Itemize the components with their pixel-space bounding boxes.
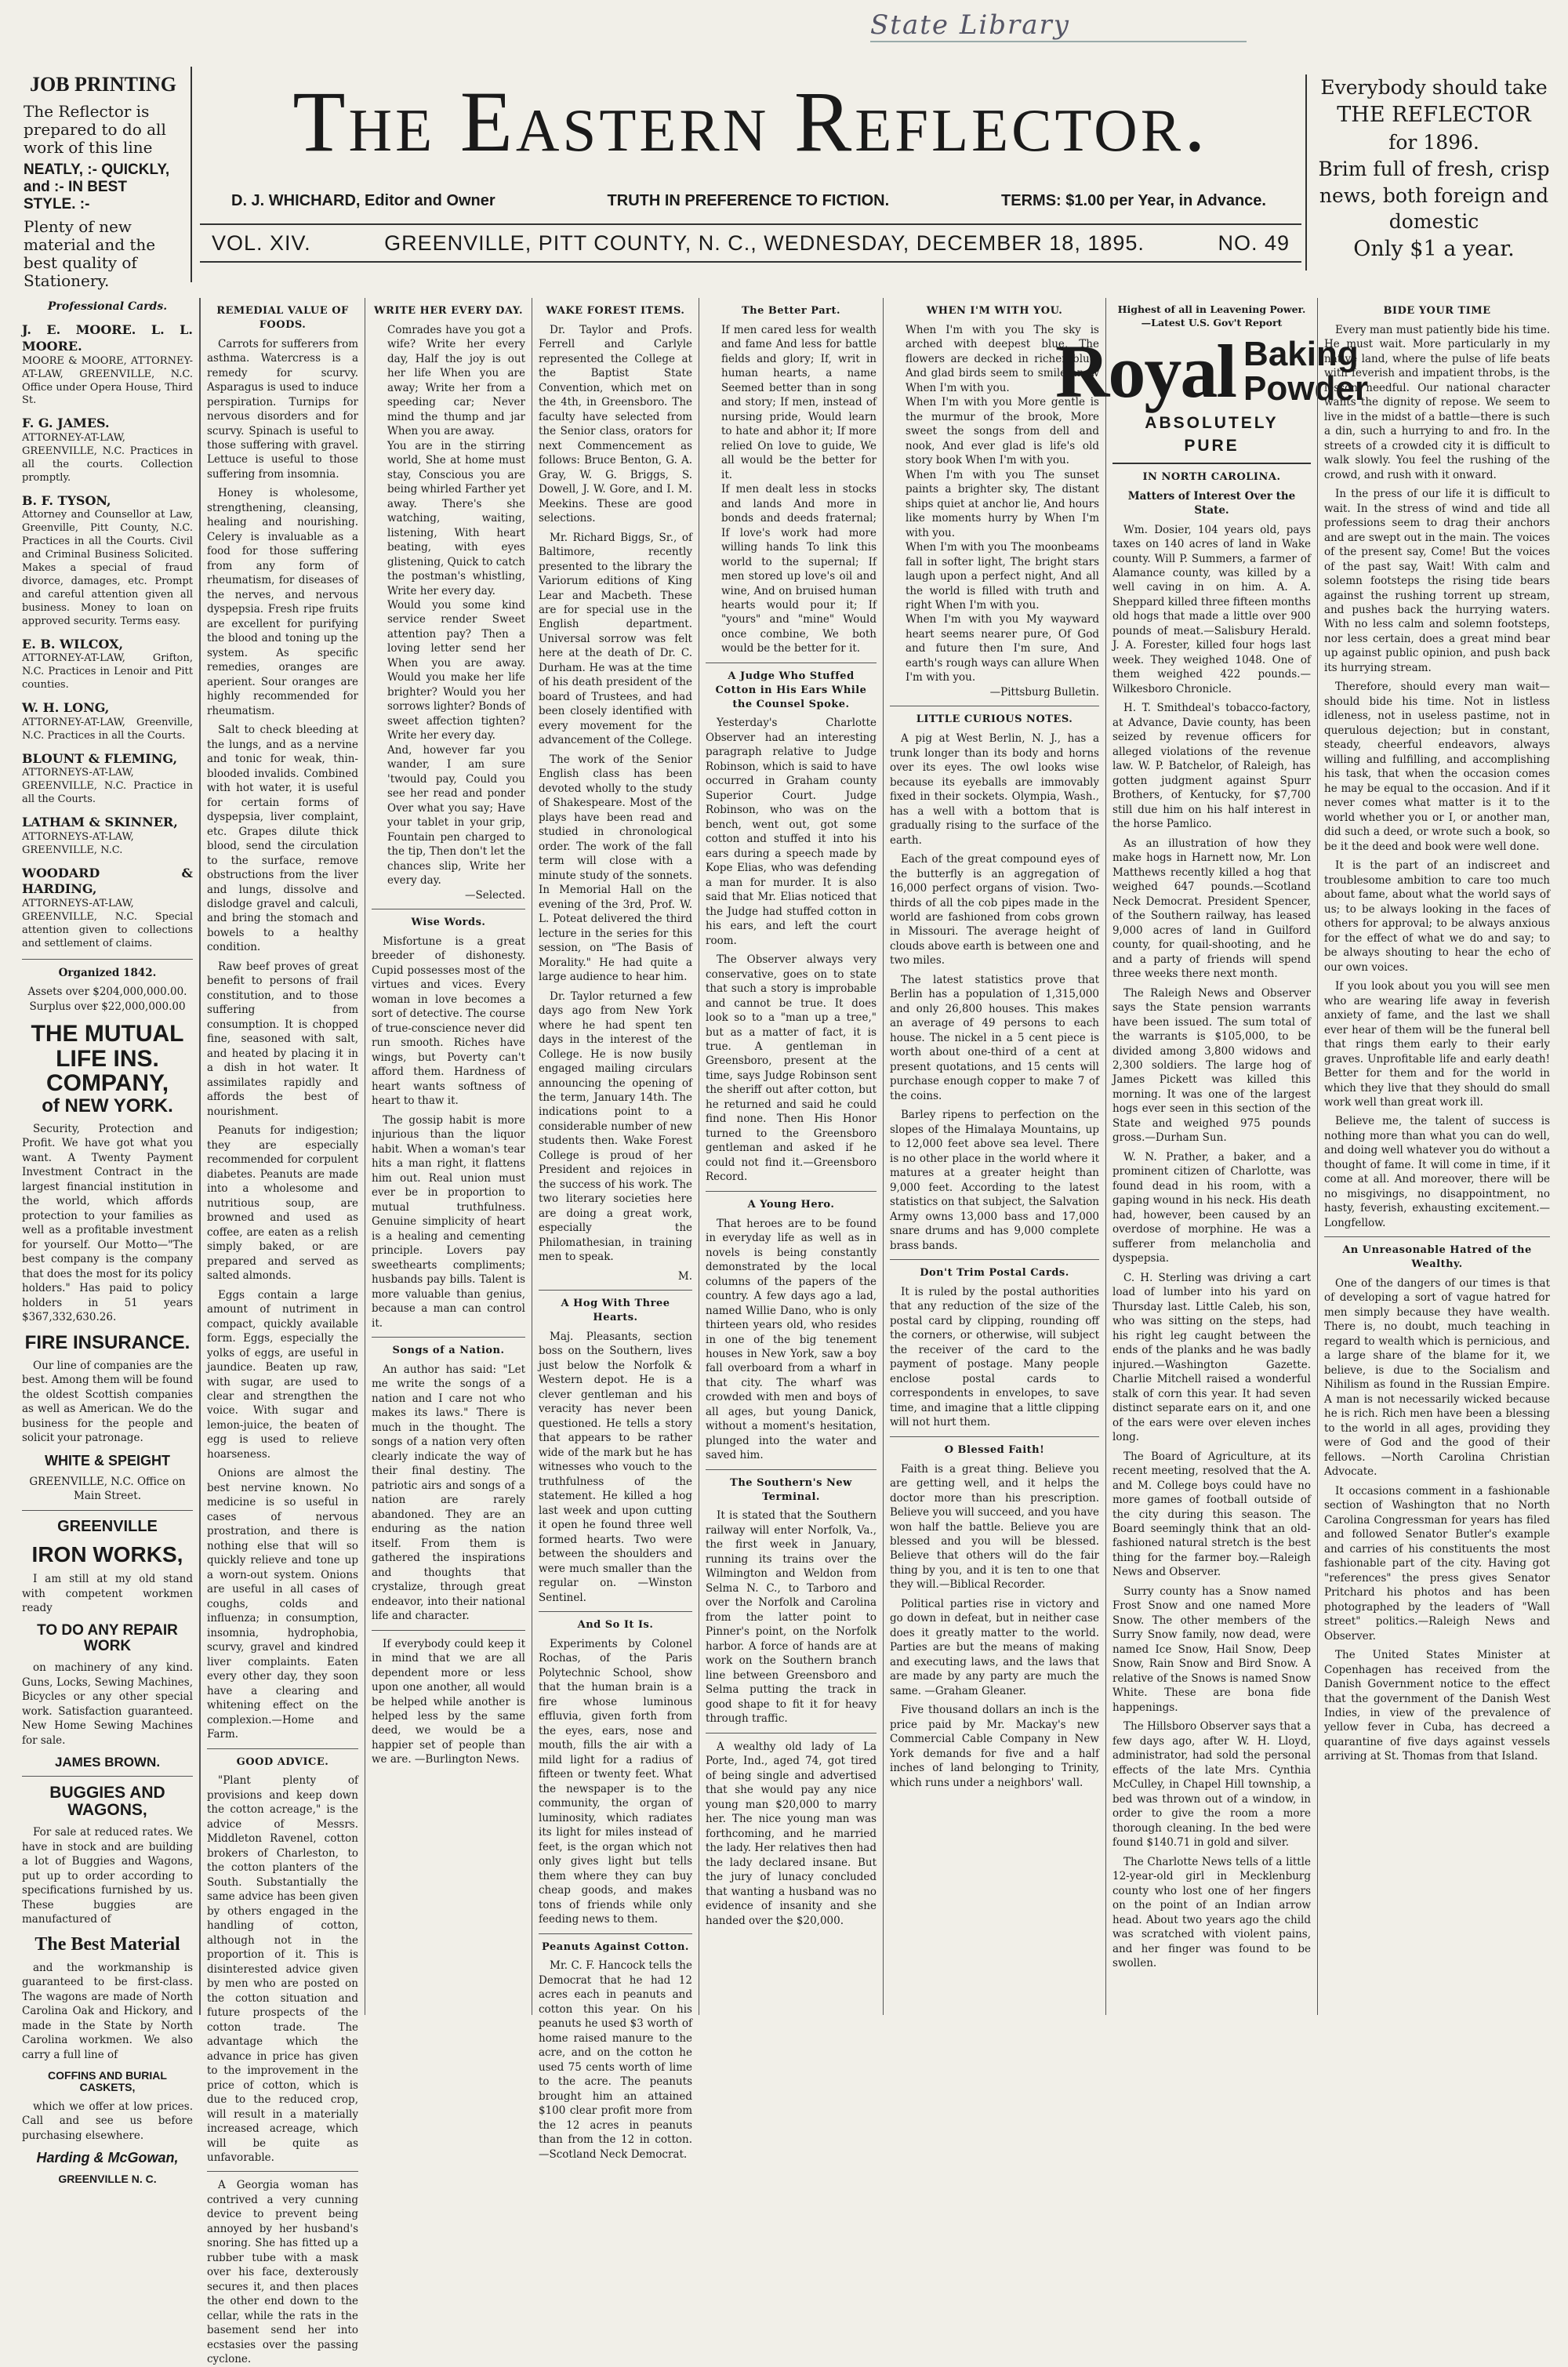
card-text: ATTORNEY-AT-LAW, Greenville, N.C. Practices in all the Courts. [22,716,193,742]
article-paragraph: Maj. Pleasants, section boss on the Southern, lives just below the Norfolk & Western depot. He is a clever gentleman and his veracity has never been questioned. He tells a story that appears to be rather wide of the mark but he has witnesses who vouch to the truthfulness of the statement. He killed a hog last week and upon cutting it open he found three well formed hearts. Two were between the shoulders and were much smaller than the regular on. —Winston Sentinel. [539,1330,692,1604]
article-heading: WRITE HER EVERY DAY. [373,305,524,317]
baking-word: Baking [1243,335,1359,374]
article-heading: Songs of a Nation. [392,1345,505,1357]
newspaper-title: The Eastern Reflector. [292,74,1209,169]
article-heading: REMEDIAL VALUE OF FOODS. [216,305,349,331]
article-paragraph: The United States Minister at Copenhagen has received from the Danish Government notice to the effect that the government of the Danish West Indies, in view of the prevalence of yellow fever in Cuba, has decreed a quarantine of five days against vessels arriving at St. Thomas from that Island. [1324,1649,1550,1763]
white-speight-location: GREENVILLE, N.C. Office on Main Street. [29,1475,186,1503]
article-paragraph: Carrots for sufferers from asthma. Watercress is a remedy for scurvy. Asparagus is used to induce perspiration. Turnips for nervous disorders and for scurvy. Spinach is useful to those suffering with gravel. Lettuce is useful to those suffering from insomnia. [207,337,358,481]
article-paragraph: Peanuts for indigestion; they are especially recommended for corpulent diabetes. Peanuts are made into a wholesome and nutritious soup, are browned and used as coffee, are eaten as a relish simply baked, or are prepared and served as salted almonds. [207,1124,358,1283]
fire-text: Our line of companies are the best. Among them will be found the oldest Scottish companies as well as American. We do the business for the people and solicit your patronage. [22,1359,193,1445]
article-heading: IN NORTH CAROLINA. [1142,470,1281,483]
column-3 [532,298,699,2161]
article-paragraph: If everybody could keep it in mind that we are all dependent more or less upon one another, all would be helped while another is helped less by the same deed, we would be a happier set of people than we are. —Burlington News. [372,1637,525,1766]
card [22,322,193,408]
article-paragraph: Honey is wholesome, strengthening, cleansing, healing and nourishing. Celery is invaluable as a food for those suffering from any form of rheumatism, for diseases of the nerves, and nervous dyspepsia. Fresh ripe fruits are excellent for purifying the blood and toning up the system. As specific remedies, oranges are aperient. Sour oranges are highly recommended for rheumatism. [207,487,358,717]
article-paragraph: The Observer always very conservative, goes on to state that such a story is improbable and cannot be true. It does look so to a "man up a tree," but as a matter of fact, it is true. A gentleman in Greensboro, present at the time, says Judge Robinson sent the sheriff out after cotton, but he returned and said he could find none. Then His Honor turned to the Greensboro gentleman and asked if he could not find it.—Greensboro Record. [706,953,877,1184]
divider [207,1748,358,1749]
poem-stanza: And, however far you wander, I am sure 'twould pay, Could you see her read and ponder Over what you say; Have your tablet in your grip, Fountain pen charged to the tip, Then don't let the chances slip, Write her every day. [387,743,525,888]
article-heading: O Blessed Faith! [944,1443,1045,1456]
card-name: LATHAM & SKINNER, [22,815,178,830]
james-brown: JAMES BROWN. [54,1755,161,1770]
card-text: ATTORNEYS-AT-LAW, GREENVILLE, N.C. [22,830,134,856]
column-6 [1055,298,1368,2015]
poem-stanza: When I'm with you The moonbeams fall in softer light, The bright stars laugh upon a perfect night, And all the world is filled with truth and right When I'm with you. [906,541,1099,612]
divider [890,1436,1099,1437]
subscription-line4: Brim full of fresh, crisp news, both foreign and domestic [1318,157,1550,234]
issue-number: NO. 49 [1218,231,1290,255]
article-paragraph: The Raleigh News and Observer says the State pension warrants have been issued. The sum total of the warrants is $105,000, to be divided among 3,800 widows and 2,300 soldiers. The large hog of James Pickett was killed this morning. It was one of the largest hogs ever seen in this section of the State and weighed 975 pounds gross.—Durham Sun. [1112,986,1311,1145]
article-heading: LITTLE CURIOUS NOTES. [916,713,1073,726]
volume: VOL. XIV. [212,231,311,255]
card [22,815,193,858]
card-text: ATTORNEY-AT-LAW, GREENVILLE, N.C. Practices in all the courts. Collection promptly. [22,432,193,484]
article-paragraph: Surry county has a Snow named Frost Snow and one named More Snow. The other members of the Surry Snow family, now dead, were named Ice Snow, Hail Snow, Deep Snow, Rain Snow and Bird Snow. A relative of the Snows is named Snow White. These are bona fide happenings. [1112,1585,1311,1714]
article-heading: WHEN I'M WITH YOU. [926,305,1063,317]
buggies-heading: BUGGIES AND WAGONS, [49,1784,165,1820]
article-heading: An Unreasonable Hatred of the Wealthy. [1342,1244,1532,1271]
royal-logo [1055,329,1368,414]
article-heading: And So It Is. [577,1619,654,1632]
column-2 [365,298,532,2015]
royal-top-line: Highest of all in Leavening Power.—Latest U.S. Gov't Report [1117,303,1306,329]
poem-stanza: When I'm with you The sky is arched with deepest blue, The flowers are decked in richer blue, And glad birds seem to smile anew When I'm with you. [906,323,1099,394]
royal-baking-powder-ad [1055,298,1368,464]
article-paragraph: Onions are almost the best nervine known. No medicine is so useful in cases of nervous prostration, and there is nothing else that will so quickly relieve and tone up a worn-out system. Onions are useful in all cases of coughs, colds and influenza; in consumption, insomnia, hydrophobia, scurvy, gravel and kindred liver complaints. Eaten every other day, they soon have a clearing and whitening effect on the complexion.—Home and Farm. [207,1467,358,1741]
article-paragraph: C. H. Sterling was driving a cart load of lumber into his yard on Thursday last. Little Caleb, his son, who was sitting on the steps, had his right leg caught between the ends of the planks and he was badly injured.—Washington Gazette. Charlie Mitchell raised a wonderful stalk of corn this year. It had seven distinct separate ears on it, and one of the ears were over eleven inches long. [1112,1271,1311,1444]
card-name: B. F. TYSON, [22,492,111,508]
article-paragraph: The gossip habit is more injurious than the liquor habit. When a woman's tear hits a man right, it flattens him out. Real union must ever be in proportion to mutual truthfulness. Genuine simplicity of heart is a healing and cementing principle. Lovers pay sweethearts compliments; husbands pay bills. Talent is more valuable than genius, because a man can control it. [372,1113,525,1330]
iron-works-text: I am still at my old stand with competent workmen ready [22,1573,193,1614]
poem-stanza: If men dealt less in stocks and lands And more in bonds and deeds fraternal; If love's work had more willing hands To link this world to the supernal; If men stored up love's oil and wine, And on bruised human hearts would pour it; If "yours" and "mine" Would once combine, We both would be the better for it. [721,483,877,655]
divider [1324,1236,1550,1237]
article-paragraph: A Georgia woman has contrived a very cunning device to prevent being annoyed by her husband's snoring. She has fitted up a rubber tube with a mask over his face, dexterously secures it, and then places the other end down to the cellar, while the rats in the basement send her into ecstasies over the passing cyclone. [207,2179,358,2366]
article-paragraph: Faith is a great thing. Believe you are getting well, and it helps the doctor more than his prescription. Believe you will succeed, and you have won half the battle. Believe you are blessed and you will be blessed. Believe that others will do the fair thing by you, and it is ten to one that they will.—Biblical Recorder. [890,1462,1099,1592]
card-text: MOORE & MOORE, ATTORNEY-AT-LAW, GREENVILLE, N.C. Office under Opera House, Third St. [22,354,193,407]
article-paragraph: Each of the great compound eyes of the butterfly is an aggregation of 16,000 perfect organs of vision. Two-thirds of all the cob pipes made in the world are fashioned from cobs grown in Missouri. The average height of clouds above earth is between one and two miles. [890,853,1099,967]
card-name: W. H. LONG, [22,699,110,715]
article-paragraph: The latest statistics prove that Berlin has a population of 1,315,000 and only 26,800 houses. This makes an average of 49 persons to each house. The nickel in a 5 cent piece is worth about one-third of a cent at present quotations, and 15 cents will purchase enough copper to make 7 of the coins. [890,973,1099,1102]
article-heading: A Judge Who Stuffed Cotton in His Ears While the Counsel Spoke. [715,670,867,710]
article-paragraph: Believe me, the talent of success is nothing more than what you can do well, and doing well whatever you do without a thought of fame. It will come in time, if it come at all. And moreover, there will be no misgivings, no disappointment, no hasty, feverish, exhausting excitement.—Longfellow. [1324,1115,1550,1229]
terms-line: TERMS: $1.00 per Year, in Advance. [1001,192,1266,209]
article-paragraph: An author has said: "Let me write the songs of a nation and I care not who makes its laws." There is much in the thought. The songs of a nation very often clearly indicate the way of their final destiny. The patriotic airs and songs of a nation are rarely abandoned. They are an enduring as the nation itself. From them is gathered the inspirations and thoughts that crystalize, through great endeavor, into their national life and character. [372,1363,525,1623]
article-signature: —Pittsburg Bulletin. [989,685,1099,699]
card [22,493,193,629]
card-text: Attorney and Counsellor at Law, Greenville, Pitt County, N.C. Practices in all the Courts. Civil and Criminal Business Solicited. Makes a special of fraud divorce, damages, etc. Prompt and careful attention given all business. Money to loan on approved security. Terms easy. [22,509,193,627]
card-name: WOODARD & HARDING, [22,865,193,897]
article-paragraph: In the press of our life it is difficult to wait. In the stress of wind and tide all professions seem to drag their anchors and are swept out in the main. The voices of the present say, Come! But the voices of the past say, Wait! With calm and solemn footsteps the rising tide bears against the rushing torrent up stream, and pushes back the hurrying waters. With no less calm and solemn footsteps, nor less certain, does a great mind bear up against public opinion, and push back its hurrying stream. [1324,488,1550,674]
article-paragraph: The work of the Senior English class has been devoted wholly to the study of Shakespeare. Most of the plays have been read and studied in chronological order. The work of the fall term will close with a minute study of the sonnets. In Memorial Hall on the evening of the 3rd, Prof. W. L. Poteat delivered the third lecture in the series for this session, on "The Basis of Morality." He had quite a large audience to hear him. [539,753,692,984]
poem-stanza: When I'm with you The sunset paints a brighter sky, The distant ships quiet at anchor lie, And hours like moments hurry by When I'm with you. [906,468,1099,539]
column-1 [200,298,365,2366]
article-paragraph: Wm. Dosier, 104 years old, pays taxes on 140 acres of land in Wake county. Will P. Summers, a farmer of Alamance county, was killed by a well caving in on him. A. A. Sheppard killed three fifteen months old hogs that made a little over 900 pounds of meat.—Salisbury Herald. J. A. Forester, killed four hogs last week. They weighed 1048. One of them weighed 422 pounds.—Wilkesboro Chronicle. [1112,523,1311,695]
iron-works-line2: IRON WORKS, [31,1541,183,1567]
buggies-text: For sale at reduced rates. We have in stock and are building a lot of Buggies and Wagons, put up to order according to specifications furnished by us. These buggies are manufactured of [22,1826,193,1926]
column-4 [699,298,883,2015]
divider [539,1611,692,1612]
mutual-text: Security, Protection and Profit. We have got what you want. A Twenty Payment Investment Contract in the largest financial institution in the world, which affords protection to your families as well as a profitable investment for yourself. Our Motto—"The best company is the company that does the most for its policy holders." Has paid to policy holders in 51 years $367,332,630.26. [22,1122,193,1324]
article-paragraph: Experiments by Colonel Rochas, of the Paris Polytechnic School, show that the human brain is a fire whose luminous effluvia, given forth from the eyes, ears, nose and mouth, fills the air with a mild light for a radius of fifteen or twenty feet. What the newspaper is to the community, the organ of luminosity, which radiates its light for miles instead of feet, is the organ which not only gives light but tells them where they can buy cheap goods, and makes tons of friends while only feeding news to them. [539,1637,692,1926]
card-name: J. E. MOORE. L. L. MOORE. [22,322,193,354]
card [22,416,193,485]
article-paragraph: "Plant plenty of provisions and keep down the cotton acreage," is the advice of Messrs. Middleton Ravenel, cotton brokers of Charleston, to the cotton planters of the South. Substantially the same advice has been given by others engaged in the handling of cotton, although not in the proportion of it. This is disinterested advice given by men who are posted on the cotton situation and future prospects of the cotton trade. The advantage which the advance in price has given to the improvement in the price of cotton, which is due to the reduced crop, will result in a materially increased acreage, which will be quite as unfavorable. [207,1774,358,2164]
article-heading: The Better Part. [741,305,841,317]
article-paragraph: The Board of Agriculture, at its recent meeting, resolved that the A. and M. College boys could have no more games of football outside of the city during this season. The Board seemingly think that an old-fashioned natural stretch is the best thing for the farmer boy.—Raleigh News and Observer. [1112,1450,1311,1579]
job-printing-ad [16,67,192,290]
absolutely-pure: ABSOLUTELY PURE [1145,414,1279,456]
poem-stanza: If men cared less for wealth and fame And less for battle fields and glory; If, writ in human hearts, a name Seemed better than in song and story; If men, instead of nursing pride, Would learn to hate and abhor it; If more relied On love to guide, We all would be the better for it. [721,323,877,481]
article-paragraph: Therefore, should every man wait—should bide his time. Not in listless idleness, not in useless pastime, not in querulous dejection; but in constant, steady, cheerful endeavors, always willing and fulfilling, and accomplishing his task, that when the occasion comes he may be equal to the occasion. And if it never comes what matter is it to the world whether you or I, or another man, did such a deed, or wrote such a book, so be it the deed and book were well done. [1324,681,1550,853]
card [22,866,193,951]
divider [22,1776,193,1777]
divider [706,1191,877,1192]
article-paragraph: It is ruled by the postal authorities that any reduction of the size of the postal card by clipping, rounding off the corners, or otherwise, will subject the receiver of the card to the payment of postage. Many people enclose postal cards to correspondents in envelopes, to save time, and imagine that a little clipping will not hurt them. [890,1285,1099,1429]
article-heading: GOOD ADVICE. [236,1755,329,1768]
column-ads [16,298,200,2185]
column-5 [883,298,1105,2015]
coffins-text: which we offer at low prices. Call and see us before purchasing elsewhere. [22,2100,193,2142]
article-paragraph: A pig at West Berlin, N. J., has a trunk longer than its body and horns over its eyes. The owl looks wise because its eyeballs are immovably fixed in their sockets. Olympia, Wash., has a well with a bottom that is gradually rising to the surface of the earth. [890,732,1099,847]
article-signature: —Selected. [465,888,525,902]
poem-stanza: When I'm with you More gentle is the murmur of the brook, More sweet the songs from dell and nook, And ever glad is life's old story book When I'm with you. [906,396,1099,467]
subscription-line3: for 1896. [1388,131,1479,154]
job-printing-styles: NEATLY, :- QUICKLY, and :- IN BEST STYLE. :- [24,162,170,212]
poem-stanza: You are in the stirring world, She at home must stay, Conscious you are being whirled Farther yet away. There's she watching, waiting, listening, With heart beating, with eyes glistening, Quick to catch the postman's whistling, Write her every day. [387,439,525,597]
article-heading: WAKE FOREST ITEMS. [546,305,685,317]
job-printing-intro: The Reflector is prepared to do all work of this line [24,102,166,157]
article-paragraph: It is the part of an indiscreet and troublesome ambition to care too much about fame, about what the world says of us; to be always looking in the faces of others for approval; to be always anxious for the effect of what we do and say; to be always shouting to hear the echo of our own voices. [1324,859,1550,974]
card-name: F. G. JAMES. [22,416,110,431]
article-paragraph: Dr. Taylor returned a few days ago from New York where he had spent ten days in the interest of the College. He is now busily engaged mailing circulars announcing the opening of the term, January 14th. The indications point to a considerable number of new students then. Wake Forest College is proud of her President and rejoices in the success of his work. The two literary societies here are doing a great work, especially the Philomathesian, in training men to speak. [539,989,692,1264]
article-paragraph: If you look about you you will see men who are wearing life away in feverish anxiety of fame, and the last we shall ever hear of them will be the funeral bell that rings them early to their early graves. Unprofitable life and early death! Better for them and for the world in which they live that they should do small work well than great work ill. [1324,980,1550,1109]
article-paragraph: Salt to check bleeding at the lungs, and as a nervine and tonic for weak, thin-blooded invalids. Combined with hot water, it is useful for certain forms of dyspepsia, liver complaint, etc. Grapes dilute thick blood, send the circulation to the surface, remove obstructions from the liver and lungs, dissolve and dislodge gravel and calculi, and bring the stomach and bowels to a healthy condition. [207,724,358,954]
place-date: GREENVILLE, PITT COUNTY, N. C., WEDNESDAY, DECEMBER 18, 1895. [384,231,1145,255]
card [22,700,193,743]
best-material-heading: The Best Material [34,1933,180,1955]
card-text: ATTORNEYS-AT-LAW, GREENVILLE, N.C. Special attention given to collections and settlement of claims. [22,898,193,949]
divider [372,1337,525,1338]
divider [22,959,193,960]
card-text: ATTORNEY-AT-LAW, Grifton, N.C. Practices in Lenoir and Pitt counties. [22,652,193,692]
fire-insurance-heading: FIRE INSURANCE. [24,1331,191,1353]
subscription-line5: Only $1 a year. [1353,237,1515,262]
article-paragraph: Every man must patiently bide his time. He must wait. More particularly in my native land, where the pulse of life beats with feverish and impatient throbs, is the lesson needful. Our national character wants the dignity of repose. We seem to live in the midst of a battle—there is such a din, such a hurrying to and fro. In the streets of a crowded city it is difficult to walk slowly. You feel the rushing of the crowd, and rush with it onward. [1324,323,1550,481]
article-paragraph: The Hillsboro Observer says that a few days ago, after W. H. Lloyd, administrator, had sold the personal effects of the late Mrs. Cynthia McCulley, in Chapel Hill township, a bed was thrown out of a window, in order to give the room a more thorough cleaning. In the bed were found $140.71 in gold and silver. [1112,1720,1311,1850]
article-signature: M. [677,1269,692,1283]
harding-mcgowan-location: GREENVILLE N. C. [58,2172,157,2185]
article-paragraph: As an illustration of how they make hogs in Harnett now, Mr. Lon Matthews recently killed a hog that weighed 647 pounds.—Scotland Neck Democrat. President Spencer, of the Southern railway, has leased 9,000 acres of land in Guilford county, for quail-shooting, and he and a party of friends will spend three weeks there next month. [1112,837,1311,981]
white-speight: WHITE & SPEIGHT [44,1452,170,1468]
article-heading: The Southern's New Terminal. [730,1476,852,1503]
powder-word: Powder [1243,369,1368,408]
article-paragraph: Raw beef proves of great benefit to persons of frail constitution, and to those suffering from consumption. It is chopped fine, seasoned with salt, and heated by placing it in a dish in hot water. It assimilates rapidly and affords the best of nourishment. [207,960,358,1118]
iron-works-line1: GREENVILLE [57,1517,158,1535]
repair-heading: TO DO ANY REPAIR WORK [37,1622,178,1655]
article-heading: A Young Hero. [747,1198,835,1211]
mutual-life-heading [22,1022,193,1116]
subscription-ad [1305,74,1556,270]
handwritten-annotation: State Library [870,9,1247,42]
card-text: ATTORNEYS-AT-LAW, GREENVILLE, N.C. Practice in all the Courts. [22,767,193,806]
poem-stanza: Comrades have you got a wife? Write her every day, Half the joy is out her life When you are away; Write her from a speeding car; Never mind the thump and jar When you are away. [387,323,525,438]
mutual-line1: THE MUTUAL [31,1021,184,1047]
mutual-line4: of NEW YORK. [42,1095,173,1116]
column-7 [1317,298,1556,2015]
divider [22,1510,193,1511]
article-subheading: Matters of Interest Over the State. [1127,489,1296,517]
job-printing-closing: Plenty of new material and the best quality of Stationery. [24,216,156,290]
masthead-subline [231,192,1266,210]
article-paragraph: It is stated that the Southern railway will enter Norfolk, Va., the first week in January, running its trains over the Wilmington and Weldon from Selma N. C., to Tarboro and over the Norfolk and Carolina from the latter point to Pinner's point, on the Norfolk harbor. A force of hands are at work on the Southern branch line between Greensboro and Selma putting the track in good shape to fit it for heavy through traffic. [706,1509,877,1726]
card-name: E. B. WILCOX, [22,636,124,652]
card [22,637,193,692]
coffins-heading: COFFINS AND BURIAL CASKETS, [48,2069,167,2093]
article-paragraph: One of the dangers of our times is that of developing a sort of vague hatred for men simply because they have wealth. There is, no doubt, much teaching in regard to wealth which is pernicious, and a large share of the blame for it, we believe, is due to the Socialism and Nihilism as found in the Russian Empire. A man is not necessarily wicked because he is rich. Rich men have been a blessing to the world in all ages, providing they were of God and the good of their fellows. —North Carolina Christian Advocate. [1324,1276,1550,1479]
subscription-line1: Everybody should take [1320,76,1548,99]
card-name: BLOUNT & FLEMING, [22,750,178,766]
article-paragraph: It occasions comment in a fashionable section of Washington that no North Carolina Congressman for years has filed and followed Senator Butler's example and carries of his constituents the most fashionable part of the city. Having got "references" the press gives Senator Pritchard his photos and has been photographed by the leaders of "Wall street" politics.—Raleigh News and Observer. [1324,1484,1550,1643]
card [22,751,193,807]
article-heading: Don't Trim Postal Cards. [920,1267,1069,1280]
divider [706,1469,877,1470]
article-heading: A Hog With Three Hearts. [561,1298,670,1324]
masthead [200,67,1301,270]
article-paragraph: Barley ripens to perfection on the slopes of the Himalaya Mountains, up to 12,000 feet above sea level. There is no other place in the world where it matures at a greater height than 9,000 feet. According to the latest statistics on that subject, the Salvation Army owns 13,000 bass and 17,000 snare drums and has 9,000 complete brass bands. [890,1109,1099,1252]
material-text: and the workmanship is guaranteed to be first-class. The wagons are made of North Carolina Oak and Hickory, and made in the State by North Carolina workmen. We also carry a full line of [22,1961,193,2061]
motto-line: TRUTH IN PREFERENCE TO FICTION. [607,192,890,209]
assets-line: Assets over $204,000,000.00. Surplus over $22,000,000.00 [27,986,187,1013]
subscription-line2: THE REFLECTOR [1337,102,1531,127]
article-paragraph: The Charlotte News tells of a little 12-year-old girl in Mecklenburg county who lost one of her fingers on the point of an Indian arrow head. About two years ago the child was scratched with violent pains, and her finger was found to be swollen. [1112,1855,1311,1970]
article-paragraph: Political parties rise in victory and go down in defeat, but in neither case does it greatly matter to the world. Parties are but the means of making and executing laws, and the laws that are made by any party are much the same. —Graham Gleaner. [890,1597,1099,1697]
article-paragraph: H. T. Smithdeal's tobacco-factory, at Advance, Davie county, has been seized by revenue officers for alleged violations of the revenue law. W. P. Batchelor, of Raleigh, has gotten judgment against Spurr Brothers, of Kentucky, for $7,700 still due him on his half interest in the horse Pamlico. [1112,702,1311,831]
article-paragraph: Mr. Richard Biggs, Sr., of Baltimore, recently presented to the library the Variorum editions of King Lear and Macbeth. These are for special use in the English department. Universal sorrow was felt here at the death of Dr. C. Durham. He was at the time of his death president of the board of Trustees, and had been closely identified with every movement for the advancement of the College. [539,531,692,747]
article-paragraph: Misfortune is a great breeder of dishonesty. Cupid possesses most of the virtues and vices. Every woman in love becomes a sort of detective. The course of true-conscience never did run smooth. Riches have wings, but Poverty can't afford them. Hardness of heart wants softness of heart to thaw it. [372,935,525,1108]
job-printing-title: JOB PRINTING [29,73,177,96]
mutual-line2: LIFE INS. [56,1045,159,1072]
poem-stanza: When I'm with you My wayward heart seems nearer pure, Of God and future then I'm sure, And earth's rough ways can allure When I'm with you. [906,613,1099,684]
divider [207,2171,358,2172]
article-paragraph: Eggs contain a large amount of nutriment in compact, quickly available form. Eggs, especially the yolks of eggs, are useful in jaundice. Beaten up raw, with sugar, are used to clear and strengthen the voice. With sugar and lemon-juice, the beaten of egg is used to relieve hoarseness. [207,1288,358,1461]
article-paragraph: Five thousand dollars an inch is the price paid by Mr. Mackay's new Commercial Cable Company in New York demands for five and a half inches of land belonging to Trinity, which runs under a neighbors' wall. [890,1704,1099,1789]
article-paragraph: Dr. Taylor and Profs. Ferrell and Carlyle represented the College at the Baptist State Convention, which met on the 4th, in Greensboro. The faculty have selected from the Senior class, orators for next Commencement as follows: Bruce Benton, G. A. Gray, W. G. Briggs, S. Dowell, J. W. Gore, and I. M. Meekins. These are good selections. [539,323,692,525]
article-heading: Wise Words. [411,917,486,929]
article-paragraph: Yesterday's Charlotte Observer had an interesting paragraph relative to Judge Robinson, which is said to have occurred in Graham county Superior Court. Judge Robinson, who was on the bench, went out, got some cotton and stuffed it into his ears during a speech made by Kope Elias, who was defending a man for murder. It is also said that Mr. Elias noticed that the Judge had stuffed cotton in his ears, and left the court room. [706,717,877,947]
mutual-line3: COMPANY, [45,1070,169,1097]
divider [706,1733,877,1734]
article-heading: BIDE YOUR TIME [1383,305,1491,317]
divider [890,1259,1099,1260]
organized-line: Organized 1842. [58,966,157,979]
repair-text: on machinery of any kind. Guns, Locks, Sewing Machines, Bicycles or any other special work. Satisfaction guaranteed. New Home Sewing Machines for sale. [22,1661,193,1747]
article-paragraph: W. N. Prather, a baker, and a prominent citizen of Charlotte, was found dead in his room, with a gaping wound in his neck. His death had, however, been caused by an overdose of morphine. He was a sufferer from melancholia and dyspepsia. [1112,1150,1311,1265]
harding-mcgowan: Harding & McGowan, [36,2149,179,2166]
divider [539,1933,692,1934]
article-paragraph: A wealthy old lady of La Porte, Ind., aged 74, got tired of being single and advertised that she would pay any nice young man $20,000 to marry her. The nice young man was forthcoming, and he married the lady. Her relatives then had the lady declared insane. But the jury of lunacy concluded that wanting a husband was no evidence of insanity and she handed over the $20,000. [706,1740,877,1927]
article-heading: Peanuts Against Cotton. [542,1940,689,1953]
article-paragraph: Mr. C. F. Hancock tells the Democrat that he had 12 acres each in peanuts and cotton this year. On his peanuts he used $3 worth of home raised manure to the acre, and on the cotton he used 75 cents worth of lime to the acre. The peanuts brought him an attained $100 clear profit more from the 12 acres in peanuts than from the 12 in cotton. —Scotland Neck Democrat. [539,1959,692,2161]
professional-cards-title: Professional Cards. [47,300,168,313]
royal-name: Royal [1055,329,1236,414]
divider [539,1290,692,1291]
dateline [200,223,1301,263]
article-paragraph: That heroes are to be found in everyday life as well as in novels is being constantly demonstrated by the local columns of the papers of the country. A few days ago a lad, named Willie Dano, who is only thirteen years old, who resides in one of the big tenement houses in New York, saw a boy fall overboard from a wharf in that city. The wharf was crowded with men and boys of all ages, but young Danick, without a moment's hesitation, plunged into the water and saved him. [706,1217,877,1462]
poem-stanza: Would you some kind service render Sweet attention pay? Then a loving letter send her When you are away. Would you make her life brighter? Would you her sorrows lighter? Bonds of sweet affection tighten? Write her every day. [387,599,525,742]
divider [372,1630,525,1631]
editor-line: D. J. WHICHARD, Editor and Owner [231,192,495,209]
